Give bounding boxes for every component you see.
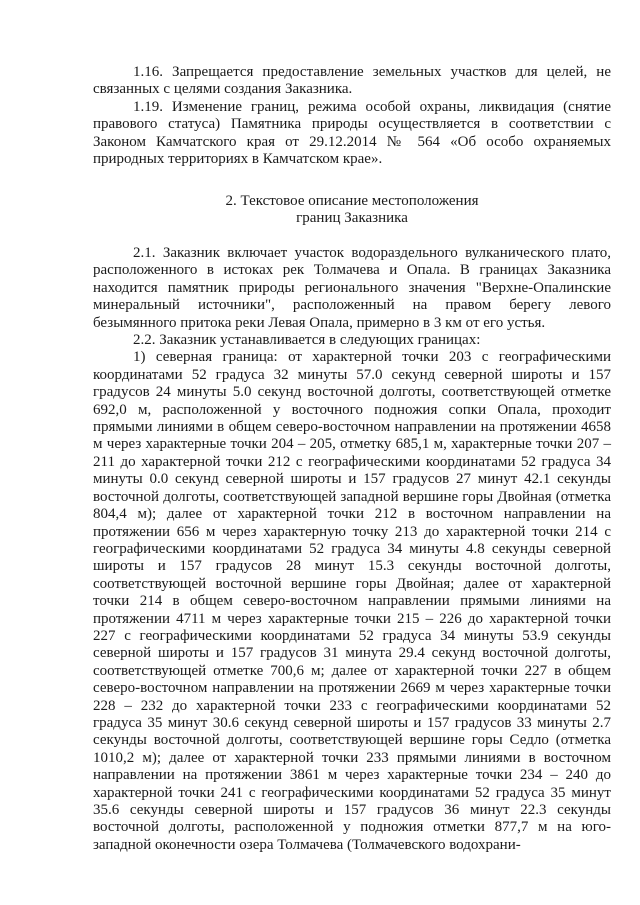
paragraph-1-16: 1.16. Запрещается предоставление земельных участков для целей, не связанных с целями создания Заказника. [93, 64, 611, 98]
section-title-line-1: 2. Текстовое описание местоположения [225, 193, 479, 209]
paragraph-2-2: 2.2. Заказник устанавливается в следующих границах: [133, 332, 481, 349]
restrictions-block [93, 64, 611, 168]
paragraph-north-boundary: 1) северная граница: от характерной точки 203 с географическими координатами 52 градуса 32 минуты 57.0 секунд северной широты и 157 градусов 24 минуты 5.0 секунд восточной долготы, соответствующей отметке 692,0 м, расположенной у восточного подножия сопки Опала, проходит прямыми линиями в общем северо-восточном направлении на протяжении 4658 м через характерные точки 204 – 205, отметку 685,1 м, характерные точки 207 – 211 до характерной точки 212 с географическими координатами 52 градуса 34 минуты 0.0 секунд северной широты и 157 градусов 27 минут 42.1 секунды восточной долготы, соответствующей западной вершине горы Двойная (отметка 804,4 м); далее от характерной точки 212 в восточном направлении на протяжении 656 м через характерную точку 213 до характерной точки 214 с географическими координатами 52 градуса 34 минуты 4.8 секунды северной широты и 157 градусов 28 минут 15.3 секунды восточной долготы, соответствующей восточной вершине горы Двойная; далее от характерной точки 214 в общем северо-восточном направлении прямыми линиями на протяжении 4711 м через характерные точки 215 – 226 до характерной точки 227 с географическими координатами 52 градуса 34 минуты 53.9 секунды северной широты и 157 градусов 31 минута 29.4 секунд восточной долготы, соответствующей отметке 700,6 м; далее от характерной точки 227 в общем северо-восточном направлении на протяжении 2669 м через характерные точки 228 – 232 до характерной точки 233 с географическими координатами 52 градуса 35 минут 30.6 секунд северной широты и 157 градусов 33 минуты 2.7 секунды восточной долготы, соответствующей вершине горы Седло (отметка 1010,2 м); далее от характерной точки 233 прямыми линиями в восточном направлении на протяжении 3861 м через характерные точки 234 – 240 до характерной точки 241 с географическими координатами 52 градуса 35 минут 35.6 секунды северной широты и 157 градусов 36 минут 22.3 секунды восточной долготы, расположенной у подножия отметки 877,7 м на юго-западной оконечности озера Толмачева (Толмачевского водохрани- [93, 349, 611, 853]
paragraph-1-19: 1.19. Изменение границ, режима особой охраны, ликвидация (снятие правового статуса) Памятника природы осуществляется в соответствии с Законом Камчатского края от 29.12.2014 № 564 «Об особо охраняемых природных территориях в Камчатском крае». [93, 98, 611, 168]
section-2-heading [93, 193, 611, 228]
boundaries-block [93, 245, 611, 854]
paragraph-2-1: 2.1. Заказник включает участок водораздельного вулканического плато, расположенного в истоках рек Толмачева и Опала. В границах Заказника находится памятник природы регионального значения "Верхне-Опалинские минеральный источники", расположенный на правом берегу левого безымянного притока реки Левая Опала, примерно в 3 км от его устья. [93, 245, 611, 331]
section-title-line-2: границ Заказника [296, 210, 408, 227]
